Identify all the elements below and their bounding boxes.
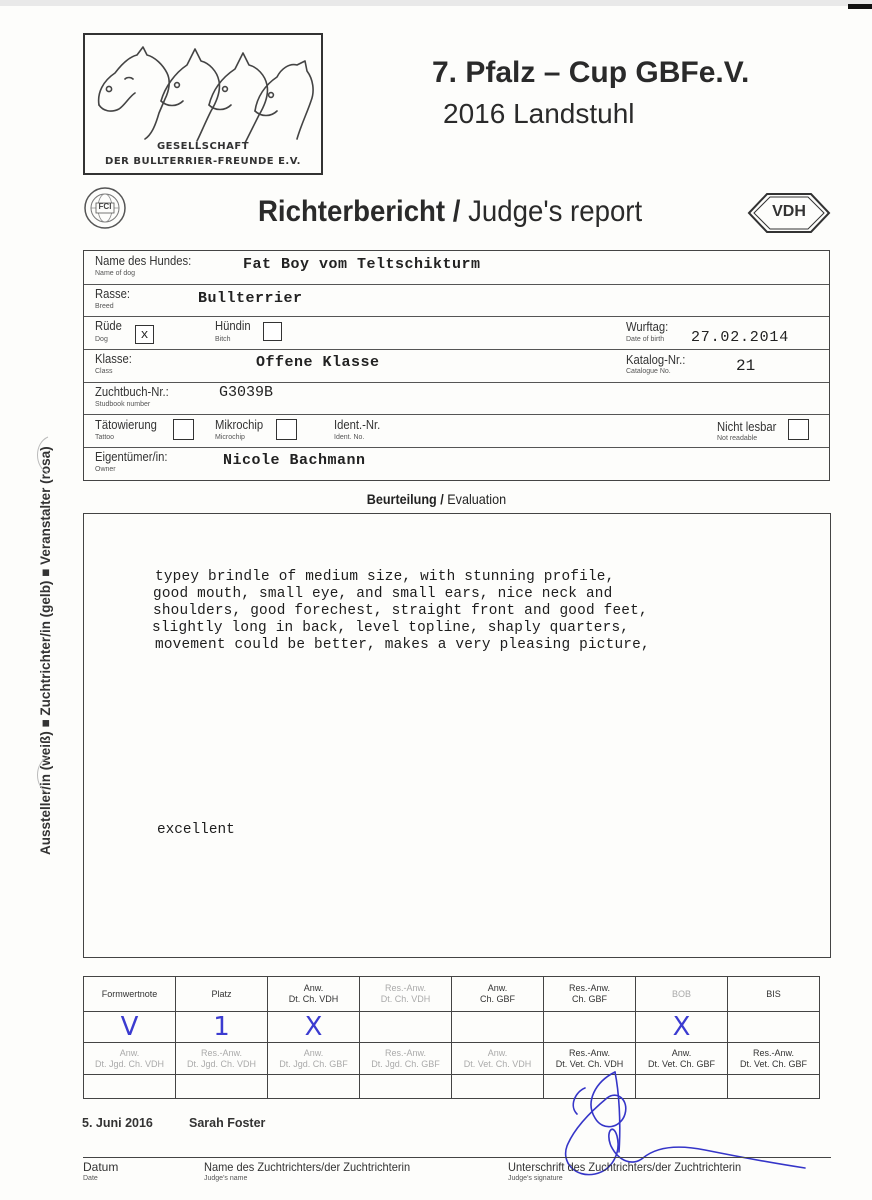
dog-name-label: Name des Hundes:: [95, 254, 192, 268]
dob-label: Wurftag:: [626, 320, 669, 334]
dob-value: 27.02.2014: [691, 329, 790, 346]
award-mark-cell[interactable]: V: [84, 1012, 176, 1043]
dog-name-sublabel: Name of dog: [95, 270, 136, 277]
evaluation-box: [83, 513, 831, 958]
award-header-cell: Anw. Dt. Vet. Ch. VDH: [452, 1043, 544, 1075]
date-label: Datum: [83, 1160, 119, 1174]
bullterrier-heads-logo-icon: [85, 35, 321, 145]
breed-value: Bullterrier: [198, 290, 303, 307]
award-header-cell: Anw. Dt. Vet. Ch. GBF: [636, 1043, 728, 1075]
award-mark-cell[interactable]: [84, 1075, 176, 1099]
award-mark-cell[interactable]: X: [268, 1012, 360, 1043]
report-title-de: Richterbericht /: [258, 195, 461, 228]
evaluation-line: movement could be better, makes a very pleasing picture,: [155, 637, 650, 653]
judge-name-label: Name des Zuchtrichters/der Zuchtrichterin: [204, 1160, 411, 1174]
bitch-sublabel: Bitch: [215, 336, 231, 343]
owner-value: Nicole Bachmann: [223, 452, 366, 469]
award-header-cell: Res.-Anw. Dt. Ch. VDH: [360, 977, 452, 1012]
award-header-cell: Anw. Dt. Ch. VDH: [268, 977, 360, 1012]
dog-name-value: Fat Boy vom Teltschikturm: [243, 256, 481, 273]
judge-signature-icon: [555, 1062, 815, 1194]
event-subtitle: 2016 Landstuhl: [443, 98, 635, 129]
dob-sublabel: Date of birth: [626, 336, 665, 343]
award-mark-cell[interactable]: [544, 1012, 636, 1043]
award-header-cell: BIS: [728, 977, 820, 1012]
page-top-edge-mark: [848, 4, 872, 9]
award-mark-cell[interactable]: [452, 1075, 544, 1099]
microchip-label: Mikrochip: [215, 418, 264, 432]
award-header-cell: Anw. Ch. GBF: [452, 977, 544, 1012]
microchip-sublabel: Microchip: [215, 434, 245, 441]
not-readable-sublabel: Not readable: [717, 435, 758, 442]
owner-sublabel: Owner: [95, 466, 116, 473]
award-mark-cell[interactable]: X: [636, 1012, 728, 1043]
evaluation-heading-de: Beurteilung /: [366, 491, 444, 507]
evaluation-line: shoulders, good forechest, straight front and good feet,: [153, 603, 648, 619]
award-mark-cell[interactable]: [452, 1012, 544, 1043]
award-header-cell: BOB: [636, 977, 728, 1012]
studbook-label: Zuchtbuch-Nr.:: [95, 385, 169, 399]
microchip-checkbox[interactable]: [276, 419, 297, 440]
evaluation-line: typey brindle of medium size, with stunning profile,: [155, 569, 615, 585]
dog-sex-label: Rüde: [95, 319, 122, 333]
award-header-cell: Res.-Anw. Dt. Vet. Ch. VDH: [544, 1043, 636, 1075]
award-mark-cell[interactable]: [728, 1012, 820, 1043]
award-header-cell: Anw. Dt. Jgd. Ch. GBF: [268, 1043, 360, 1075]
studbook-sublabel: Studbook number: [95, 401, 151, 408]
award-header-cell: Res.-Anw. Ch. GBF: [544, 977, 636, 1012]
club-logo: [83, 33, 323, 175]
not-readable-label: Nicht lesbar: [717, 420, 777, 434]
class-value: Offene Klasse: [256, 354, 380, 371]
award-header-cell: Res.-Anw. Dt. Jgd. Ch. VDH: [176, 1043, 268, 1075]
ident-label: Ident.-Nr.: [334, 418, 381, 432]
evaluation-heading-en: Evaluation: [443, 491, 506, 507]
evaluation-line: slightly long in back, level topline, shaply quarters,: [152, 620, 630, 636]
logo-line-1: GESELLSCHAFT: [156, 141, 250, 152]
fci-badge: [83, 186, 127, 230]
award-mark-cell[interactable]: [268, 1075, 360, 1099]
tattoo-sublabel: Tattoo: [95, 434, 115, 441]
judge-name-sublabel: Judge's name: [204, 1175, 248, 1182]
breed-sublabel: Breed: [95, 303, 114, 310]
catalogue-label: Katalog-Nr.:: [626, 353, 686, 367]
catalogue-sublabel: Catalogue No.: [626, 368, 671, 375]
signature-sublabel: Judge's signature: [508, 1175, 563, 1182]
punch-hole-icon: [30, 755, 50, 795]
owner-label: Eigentümer/in:: [95, 450, 168, 464]
class-label: Klasse:: [95, 352, 132, 366]
vdh-badge-text: VDH: [772, 203, 806, 220]
fci-badge-text: FCI: [98, 202, 112, 211]
dog-details-table: [83, 250, 830, 481]
award-mark-cell[interactable]: [360, 1012, 452, 1043]
catalogue-value: 21: [736, 357, 756, 375]
evaluation-verdict: excellent: [157, 822, 235, 838]
award-header-cell: Anw. Dt. Jgd. Ch. VDH: [84, 1043, 176, 1075]
copy-distribution-label: Aussteller/in (weiß) ■ Zuchtrichter/in (gelb) ■ Veranstalter (rosa): [38, 446, 53, 855]
award-mark-cell[interactable]: [176, 1075, 268, 1099]
tattoo-checkbox[interactable]: [173, 419, 194, 440]
evaluation-line: good mouth, small eye, and small ears, nice neck and: [153, 586, 613, 602]
tattoo-label: Tätowierung: [95, 418, 157, 432]
male-checkbox[interactable]: x: [135, 325, 154, 344]
report-title-en: Judge's report: [460, 195, 643, 228]
punch-hole-icon: [30, 435, 50, 475]
report-title: [258, 195, 642, 229]
vdh-badge: [747, 192, 831, 234]
ident-sublabel: Ident. No.: [334, 434, 365, 441]
class-sublabel: Class: [95, 368, 113, 375]
award-mark-cell[interactable]: 1: [176, 1012, 268, 1043]
evaluation-heading: [0, 491, 872, 507]
not-readable-checkbox[interactable]: [788, 419, 809, 440]
signature-label: Unterschrift des Zuchtrichters/der Zuchtrichterin: [508, 1160, 742, 1174]
award-header-cell: Res.-Anw. Dt. Jgd. Ch. GBF: [360, 1043, 452, 1075]
award-header-cell: Formwertnote: [84, 977, 176, 1012]
female-checkbox[interactable]: [263, 322, 282, 341]
event-title: 7. Pfalz – Cup GBFe.V.: [432, 56, 750, 89]
studbook-value: G3039B: [219, 384, 274, 401]
award-mark-cell[interactable]: [360, 1075, 452, 1099]
judge-name-value: Sarah Foster: [189, 1116, 266, 1130]
report-date-value: 5. Juni 2016: [82, 1116, 153, 1130]
award-header-cell: Res.-Anw. Dt. Vet. Ch. GBF: [728, 1043, 820, 1075]
date-sublabel: Date: [83, 1175, 98, 1182]
signature-line: [83, 1157, 831, 1158]
award-header-cell: Platz: [176, 977, 268, 1012]
logo-line-2: DER BULLTERRIER-FREUNDE E.V.: [105, 156, 301, 167]
dog-sex-sublabel: Dog: [95, 336, 108, 343]
page-top-edge: [0, 0, 872, 6]
bitch-label: Hündin: [215, 319, 251, 333]
breed-label: Rasse:: [95, 287, 131, 301]
